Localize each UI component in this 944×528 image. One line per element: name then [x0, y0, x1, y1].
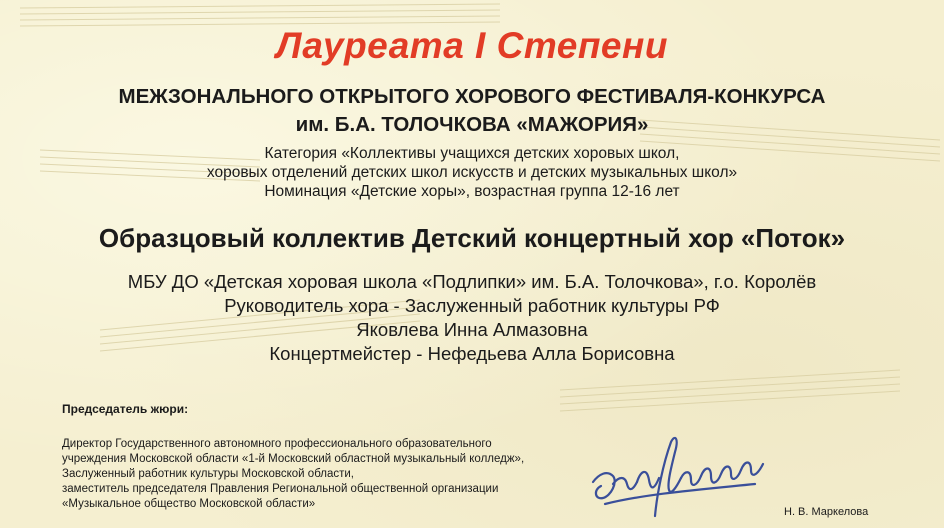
credential-line: заместитель председателя Правления Региональной общественной организации: [62, 483, 499, 495]
jury-chair-label: Председатель жюри:: [62, 402, 189, 416]
festival-name-line2: им. Б.А. ТОЛОЧКОВА «МАЖОРИЯ»: [295, 113, 649, 136]
nomination-line: Номинация «Детские хоры», возрастная группа 12-16 лет: [264, 183, 680, 200]
credential-line: Директор Государственного автономного профессионального образовательного: [62, 438, 492, 450]
category-line: Категория «Коллективы учащихся детских хоровых школ,: [264, 145, 680, 162]
jury-chair-credentials: [62, 437, 524, 512]
accompanist-line: Концертмейстер - Нефедьева Алла Борисовна: [269, 343, 675, 364]
director-title-line: Руководитель хора - Заслуженный работник культуры РФ: [224, 295, 720, 316]
team-name: Образцовый коллектив Детский концертный хор «Поток»: [98, 223, 846, 253]
team-info-block: [0, 270, 944, 366]
school-line: МБУ ДО «Детская хоровая школа «Подлипки» им. Б.А. Толочкова», г.о. Королёв: [127, 271, 817, 292]
award-title: Лауреата I Степени: [276, 25, 668, 66]
festival-name-line1: МЕЖЗОНАЛЬНОГО ОТКРЫТОГО ХОРОВОГО ФЕСТИВАЛЯ-КОНКУРСА: [118, 85, 826, 108]
category-line: хоровых отделений детских школ искусств и детских музыкальных школ»: [206, 164, 738, 181]
category-block: [0, 144, 944, 201]
credential-line: Заслуженный работник культуры Московской области,: [62, 468, 355, 480]
director-name-line: Яковлева Инна Алмазовна: [356, 319, 588, 340]
signer-name: Н. В. Маркелова: [784, 506, 869, 518]
credential-line: учреждения Московской области «1-й Московский областной музыкальный колледж»,: [62, 453, 525, 465]
handwritten-signature: [585, 424, 795, 524]
credential-line: «Музыкальное общество Московской области»: [62, 498, 316, 510]
